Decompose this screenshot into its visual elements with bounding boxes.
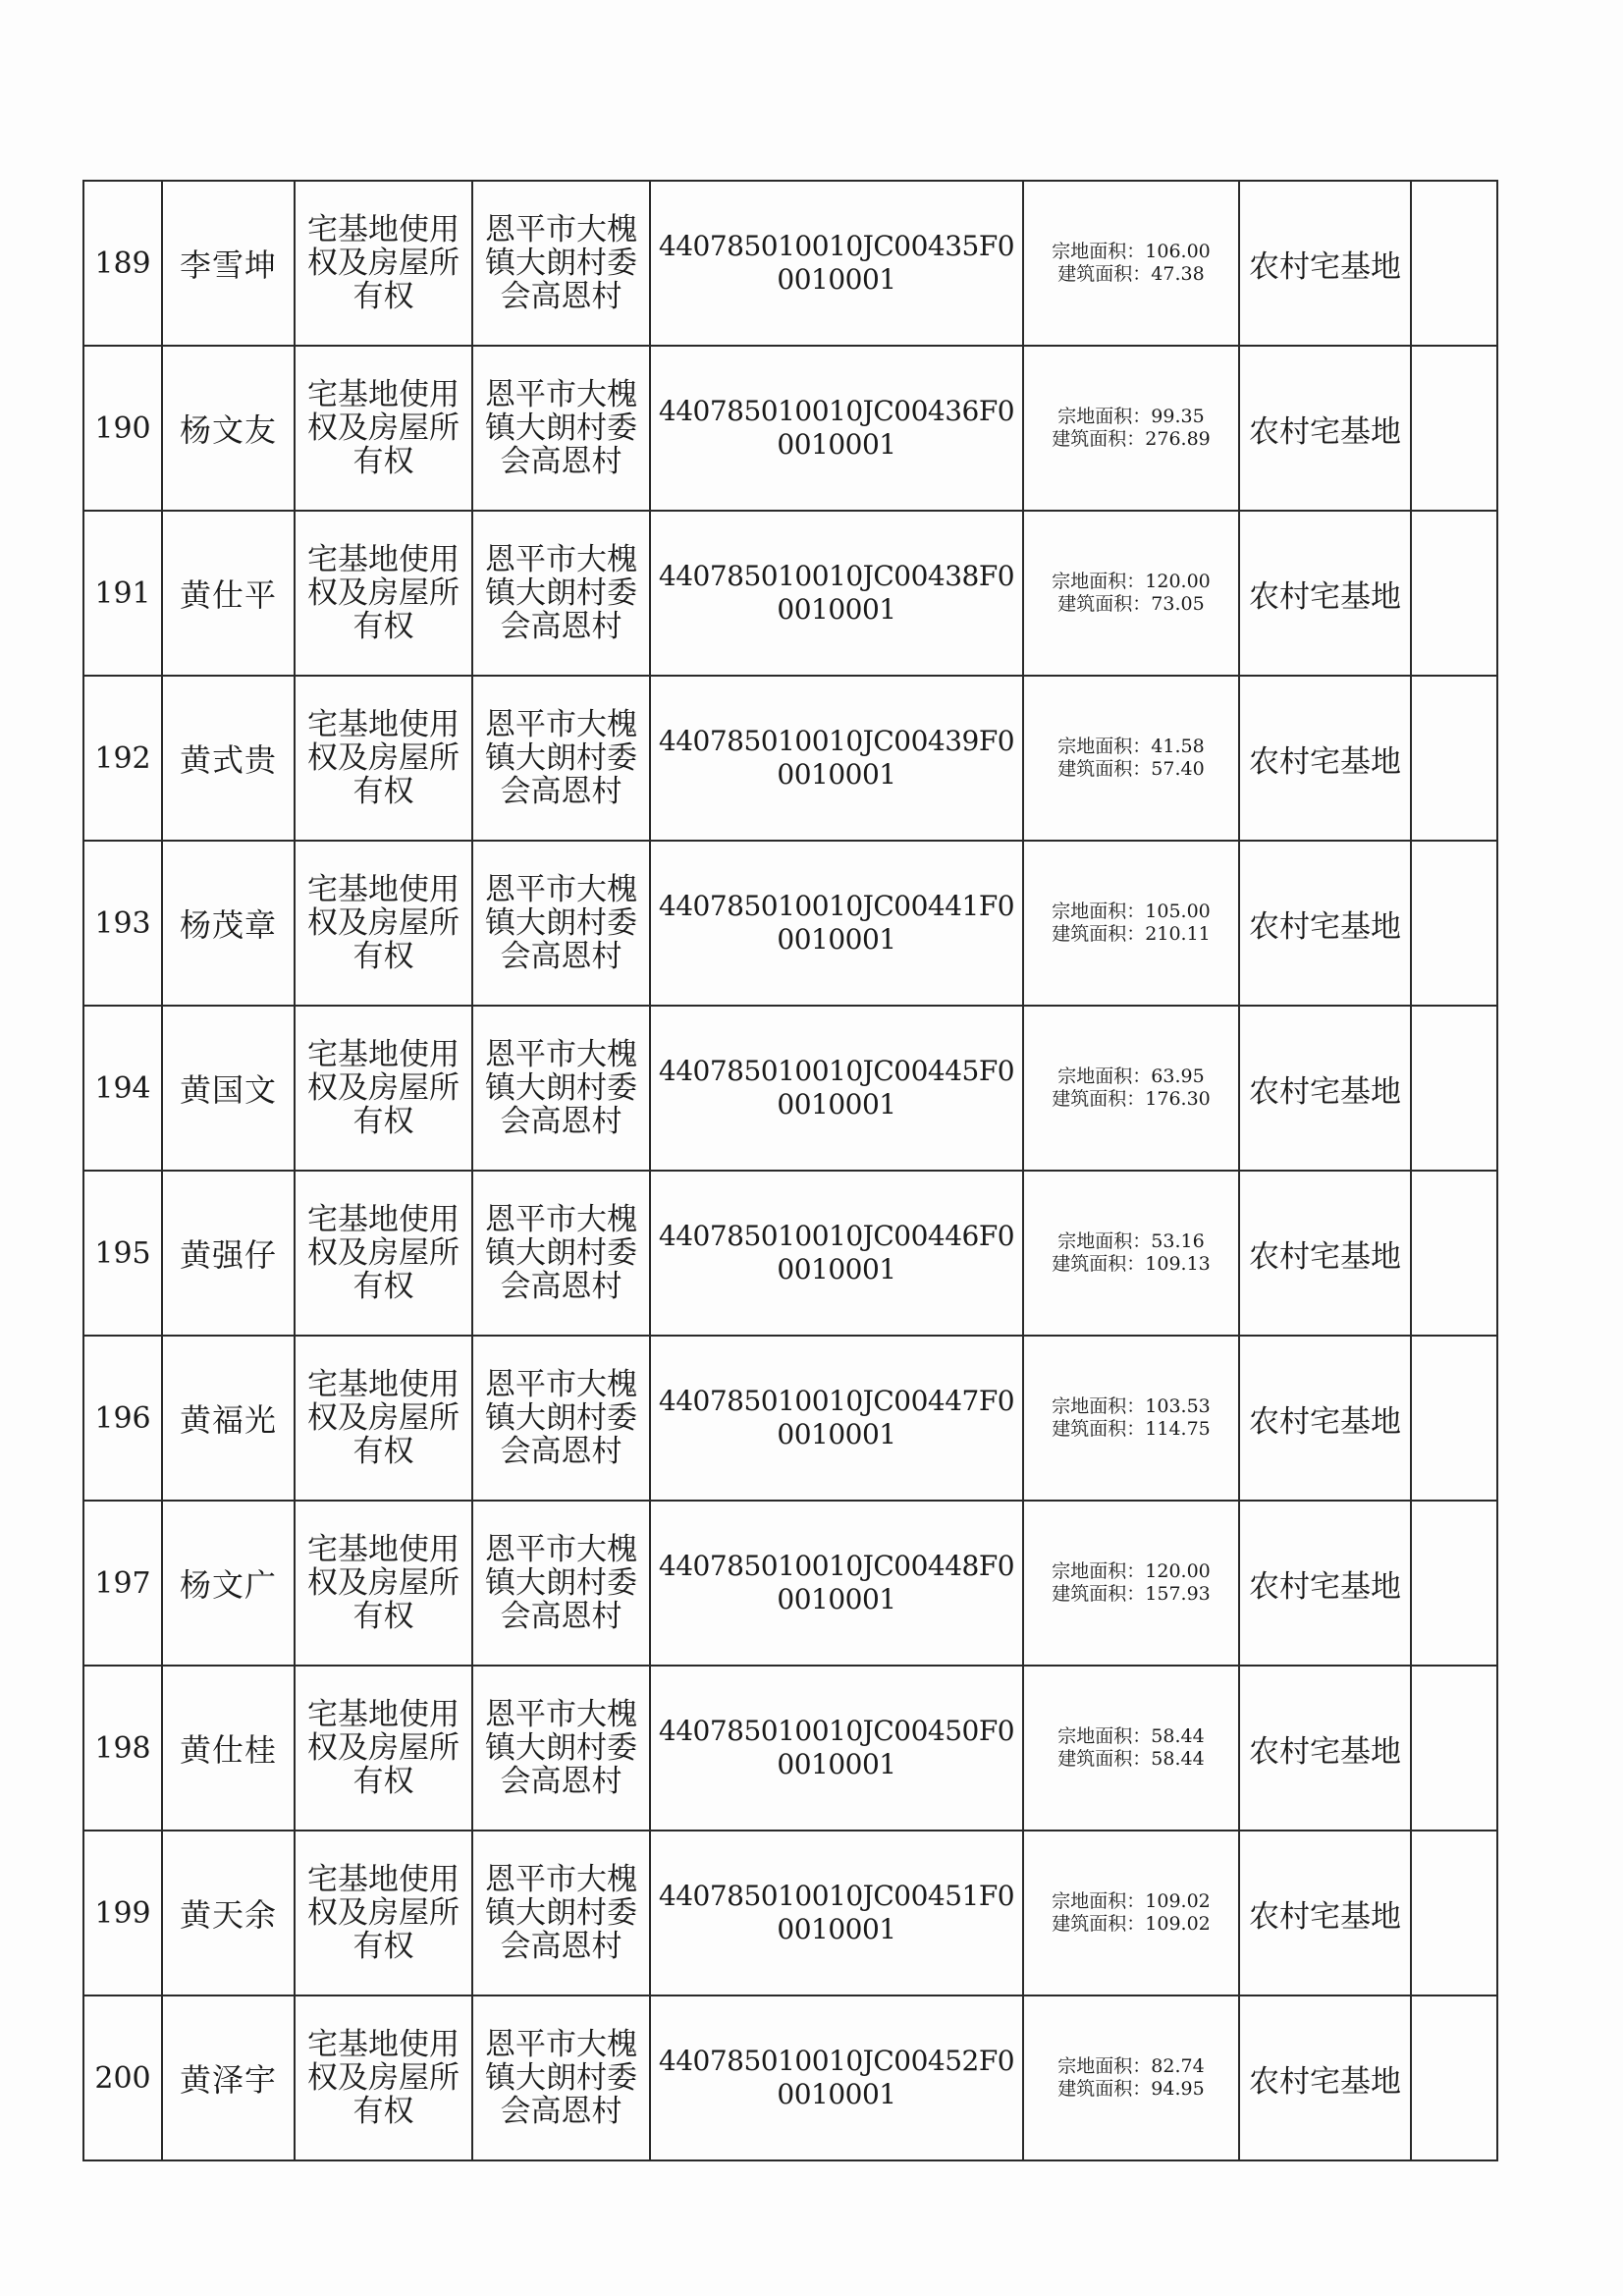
building-area: [1024, 1748, 1238, 1771]
land-area: [1024, 1395, 1238, 1418]
land-area-value: 120.00: [1145, 1560, 1211, 1582]
building-area-value: 109.02: [1145, 1913, 1211, 1935]
owner-name-cell: 杨文友: [162, 346, 295, 511]
table-row: [83, 676, 1497, 841]
location-cell: 恩平市大槐镇大朗村委会高恩村: [472, 1006, 650, 1171]
land-area-label: 宗地面积：: [1052, 901, 1146, 922]
area-info-cell: [1023, 1336, 1239, 1501]
area-info-cell: [1023, 511, 1239, 676]
unit-code-cell: 440785010010JC00451F00010001: [650, 1831, 1023, 1995]
owner-name-cell: 黄天余: [162, 1831, 295, 1995]
building-area-value: 94.95: [1151, 2078, 1205, 2100]
note-cell: [1411, 841, 1497, 1006]
land-area: [1024, 241, 1238, 263]
land-area-value: 41.58: [1151, 736, 1205, 757]
table-row: [83, 511, 1497, 676]
unit-code-cell: 440785010010JC00452F00010001: [650, 1995, 1023, 2160]
table-row: [83, 1171, 1497, 1336]
unit-code-cell: 440785010010JC00447F00010001: [650, 1336, 1023, 1501]
building-area: [1024, 593, 1238, 616]
owner-name-cell: 黄泽宇: [162, 1995, 295, 2160]
unit-code-cell: 440785010010JC00438F00010001: [650, 511, 1023, 676]
unit-code-cell: 440785010010JC00445F00010001: [650, 1006, 1023, 1171]
building-area-label: 建筑面积：: [1052, 1088, 1146, 1110]
table-row: [83, 1995, 1497, 2160]
note-cell: [1411, 511, 1497, 676]
land-area-value: 82.74: [1151, 2055, 1205, 2077]
table-row: [83, 1831, 1497, 1995]
table-row: [83, 346, 1497, 511]
land-area: [1024, 406, 1238, 428]
right-type-cell: 宅基地使用权及房屋所有权: [295, 1006, 472, 1171]
land-use-cell: 农村宅基地: [1239, 1336, 1411, 1501]
right-type-cell: 宅基地使用权及房屋所有权: [295, 676, 472, 841]
row-number-cell: 198: [83, 1666, 162, 1831]
location-cell: 恩平市大槐镇大朗村委会高恩村: [472, 1995, 650, 2160]
owner-name-cell: 杨茂章: [162, 841, 295, 1006]
owner-name-cell: 黄仕桂: [162, 1666, 295, 1831]
land-area-value: 63.95: [1151, 1066, 1205, 1087]
table-row: [83, 1336, 1497, 1501]
building-area-value: 47.38: [1151, 263, 1205, 285]
unit-code-cell: 440785010010JC00439F00010001: [650, 676, 1023, 841]
building-area: [1024, 1253, 1238, 1276]
land-area-label: 宗地面积：: [1057, 2055, 1152, 2077]
land-area-label: 宗地面积：: [1052, 571, 1146, 592]
land-area-value: 103.53: [1145, 1395, 1211, 1417]
building-area: [1024, 1913, 1238, 1936]
building-area: [1024, 263, 1238, 286]
right-type-cell: 宅基地使用权及房屋所有权: [295, 346, 472, 511]
unit-code-cell: 440785010010JC00441F00010001: [650, 841, 1023, 1006]
building-area: [1024, 923, 1238, 946]
note-cell: [1411, 1666, 1497, 1831]
building-area-value: 157.93: [1145, 1583, 1211, 1605]
row-number-cell: 197: [83, 1501, 162, 1666]
owner-name-cell: 李雪坤: [162, 181, 295, 346]
building-area-label: 建筑面积：: [1052, 923, 1146, 945]
land-use-cell: 农村宅基地: [1239, 511, 1411, 676]
land-area: [1024, 1890, 1238, 1913]
table-row: [83, 1006, 1497, 1171]
land-use-cell: 农村宅基地: [1239, 841, 1411, 1006]
note-cell: [1411, 1501, 1497, 1666]
note-cell: [1411, 1171, 1497, 1336]
land-use-cell: 农村宅基地: [1239, 1501, 1411, 1666]
owner-name-cell: 黄仕平: [162, 511, 295, 676]
row-number-cell: 189: [83, 181, 162, 346]
area-info-cell: [1023, 181, 1239, 346]
building-area-label: 建筑面积：: [1057, 1748, 1152, 1770]
row-number-cell: 194: [83, 1006, 162, 1171]
table-body: [83, 181, 1497, 2160]
area-info-cell: [1023, 841, 1239, 1006]
right-type-cell: 宅基地使用权及房屋所有权: [295, 1831, 472, 1995]
land-area-value: 106.00: [1145, 241, 1211, 262]
row-number-cell: 190: [83, 346, 162, 511]
building-area-value: 176.30: [1145, 1088, 1211, 1110]
right-type-cell: 宅基地使用权及房屋所有权: [295, 1666, 472, 1831]
right-type-cell: 宅基地使用权及房屋所有权: [295, 841, 472, 1006]
row-number-cell: 200: [83, 1995, 162, 2160]
area-info-cell: [1023, 1995, 1239, 2160]
building-area: [1024, 758, 1238, 781]
building-area-label: 建筑面积：: [1057, 2078, 1152, 2100]
note-cell: [1411, 676, 1497, 841]
unit-code-cell: 440785010010JC00450F00010001: [650, 1666, 1023, 1831]
unit-code-cell: 440785010010JC00448F00010001: [650, 1501, 1023, 1666]
land-area-label: 宗地面积：: [1057, 1725, 1152, 1747]
building-area-value: 276.89: [1145, 428, 1211, 450]
land-area-label: 宗地面积：: [1057, 1066, 1152, 1087]
land-area: [1024, 571, 1238, 593]
land-area-label: 宗地面积：: [1057, 406, 1152, 427]
building-area: [1024, 2078, 1238, 2101]
land-area-value: 120.00: [1145, 571, 1211, 592]
location-cell: 恩平市大槐镇大朗村委会高恩村: [472, 181, 650, 346]
owner-name-cell: 黄福光: [162, 1336, 295, 1501]
land-use-cell: 农村宅基地: [1239, 1006, 1411, 1171]
note-cell: [1411, 1831, 1497, 1995]
location-cell: 恩平市大槐镇大朗村委会高恩村: [472, 1666, 650, 1831]
land-area: [1024, 901, 1238, 923]
land-area-label: 宗地面积：: [1052, 1890, 1146, 1912]
building-area-label: 建筑面积：: [1052, 1253, 1146, 1275]
row-number-cell: 191: [83, 511, 162, 676]
note-cell: [1411, 1336, 1497, 1501]
land-use-cell: 农村宅基地: [1239, 1171, 1411, 1336]
building-area-label: 建筑面积：: [1057, 758, 1152, 780]
right-type-cell: 宅基地使用权及房屋所有权: [295, 1171, 472, 1336]
land-use-cell: 农村宅基地: [1239, 1831, 1411, 1995]
area-info-cell: [1023, 1831, 1239, 1995]
row-number-cell: 196: [83, 1336, 162, 1501]
land-area: [1024, 1725, 1238, 1748]
area-info-cell: [1023, 346, 1239, 511]
land-area-value: 58.44: [1151, 1725, 1205, 1747]
land-area: [1024, 2055, 1238, 2078]
registration-table: [82, 180, 1498, 2161]
unit-code-cell: 440785010010JC00435F00010001: [650, 181, 1023, 346]
table-row: [83, 181, 1497, 346]
land-use-cell: 农村宅基地: [1239, 346, 1411, 511]
unit-code-cell: 440785010010JC00446F00010001: [650, 1171, 1023, 1336]
table-row: [83, 1501, 1497, 1666]
right-type-cell: 宅基地使用权及房屋所有权: [295, 1501, 472, 1666]
land-use-cell: 农村宅基地: [1239, 1666, 1411, 1831]
right-type-cell: 宅基地使用权及房屋所有权: [295, 511, 472, 676]
note-cell: [1411, 1006, 1497, 1171]
land-use-cell: 农村宅基地: [1239, 676, 1411, 841]
land-area: [1024, 1066, 1238, 1088]
area-info-cell: [1023, 1501, 1239, 1666]
building-area-label: 建筑面积：: [1052, 1913, 1146, 1935]
owner-name-cell: 黄强仔: [162, 1171, 295, 1336]
unit-code-cell: 440785010010JC00436F00010001: [650, 346, 1023, 511]
land-area-label: 宗地面积：: [1052, 1395, 1146, 1417]
land-area-label: 宗地面积：: [1057, 1230, 1152, 1252]
building-area-label: 建筑面积：: [1057, 593, 1152, 615]
right-type-cell: 宅基地使用权及房屋所有权: [295, 1995, 472, 2160]
building-area-value: 73.05: [1151, 593, 1205, 615]
area-info-cell: [1023, 676, 1239, 841]
land-use-cell: 农村宅基地: [1239, 1995, 1411, 2160]
location-cell: 恩平市大槐镇大朗村委会高恩村: [472, 1831, 650, 1995]
land-area: [1024, 1560, 1238, 1583]
building-area-value: 57.40: [1151, 758, 1205, 780]
note-cell: [1411, 181, 1497, 346]
building-area-value: 58.44: [1151, 1748, 1205, 1770]
location-cell: 恩平市大槐镇大朗村委会高恩村: [472, 511, 650, 676]
location-cell: 恩平市大槐镇大朗村委会高恩村: [472, 1171, 650, 1336]
land-area-value: 105.00: [1145, 901, 1211, 922]
location-cell: 恩平市大槐镇大朗村委会高恩村: [472, 1501, 650, 1666]
building-area-value: 114.75: [1145, 1418, 1211, 1440]
area-info-cell: [1023, 1006, 1239, 1171]
note-cell: [1411, 346, 1497, 511]
area-info-cell: [1023, 1666, 1239, 1831]
area-info-cell: [1023, 1171, 1239, 1336]
owner-name-cell: 杨文广: [162, 1501, 295, 1666]
building-area-label: 建筑面积：: [1057, 263, 1152, 285]
land-use-cell: 农村宅基地: [1239, 181, 1411, 346]
land-area: [1024, 1230, 1238, 1253]
land-area-value: 109.02: [1145, 1890, 1211, 1912]
location-cell: 恩平市大槐镇大朗村委会高恩村: [472, 841, 650, 1006]
location-cell: 恩平市大槐镇大朗村委会高恩村: [472, 676, 650, 841]
note-cell: [1411, 1995, 1497, 2160]
owner-name-cell: 黄式贵: [162, 676, 295, 841]
building-area-value: 109.13: [1145, 1253, 1211, 1275]
row-number-cell: 192: [83, 676, 162, 841]
right-type-cell: 宅基地使用权及房屋所有权: [295, 181, 472, 346]
land-area-value: 53.16: [1151, 1230, 1205, 1252]
location-cell: 恩平市大槐镇大朗村委会高恩村: [472, 1336, 650, 1501]
building-area-label: 建筑面积：: [1052, 428, 1146, 450]
land-area-label: 宗地面积：: [1057, 736, 1152, 757]
location-cell: 恩平市大槐镇大朗村委会高恩村: [472, 346, 650, 511]
owner-name-cell: 黄国文: [162, 1006, 295, 1171]
building-area: [1024, 1418, 1238, 1441]
right-type-cell: 宅基地使用权及房屋所有权: [295, 1336, 472, 1501]
table-row: [83, 1666, 1497, 1831]
row-number-cell: 193: [83, 841, 162, 1006]
building-area-value: 210.11: [1145, 923, 1211, 945]
building-area: [1024, 1088, 1238, 1111]
row-number-cell: 195: [83, 1171, 162, 1336]
land-area: [1024, 736, 1238, 758]
building-area-label: 建筑面积：: [1052, 1418, 1146, 1440]
row-number-cell: 199: [83, 1831, 162, 1995]
land-area-value: 99.35: [1151, 406, 1205, 427]
building-area-label: 建筑面积：: [1052, 1583, 1146, 1605]
table-row: [83, 841, 1497, 1006]
building-area: [1024, 1583, 1238, 1606]
land-area-label: 宗地面积：: [1052, 1560, 1146, 1582]
land-area-label: 宗地面积：: [1052, 241, 1146, 262]
building-area: [1024, 428, 1238, 451]
